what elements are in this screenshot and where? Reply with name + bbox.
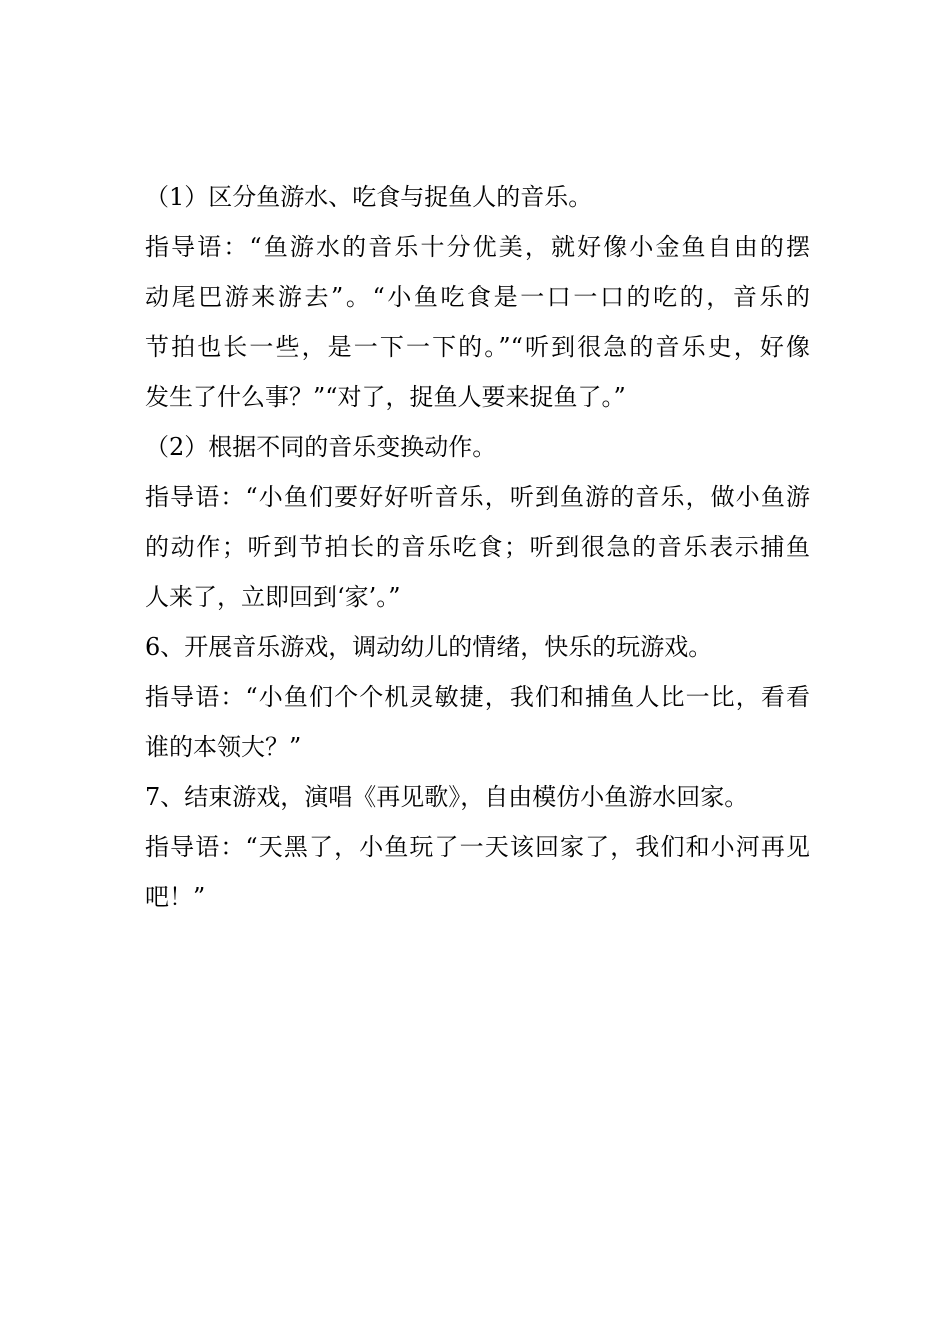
text-line: 指导语：“鱼游水的音乐十分优美，就好像小金鱼自由的摆: [145, 233, 810, 261]
text-line: 指导语：“小鱼们个个机灵敏捷，我们和捕鱼人比一比，看看: [145, 683, 810, 711]
text-line: 谁的本领大？”: [145, 733, 302, 761]
guidance-paragraph: [145, 822, 810, 922]
text-line: 人来了，立即回到‘家’。”: [145, 583, 401, 611]
section-heading-change-actions: [145, 422, 810, 472]
text-line: （2）根据不同的音乐变换动作。: [145, 433, 497, 461]
text-line: 发生了什么事？”“对了，捉鱼人要来捉鱼了。”: [145, 383, 626, 411]
text-line: （1）区分鱼游水、吃食与捉鱼人的音乐。: [145, 183, 593, 211]
text-line: 吧！”: [145, 883, 206, 911]
text-line: 指导语：“小鱼们要好好听音乐，听到鱼游的音乐，做小鱼游: [145, 483, 810, 511]
section-heading-distinguish-music: [145, 172, 810, 222]
guidance-paragraph: [145, 222, 810, 422]
text-line: 7、结束游戏，演唱《再见歌》，自由模仿小鱼游水回家。: [145, 783, 749, 811]
text-line: 指导语：“天黑了，小鱼玩了一天该回家了，我们和小河再见: [145, 833, 810, 861]
step-7-heading: [145, 772, 810, 822]
text-line: 节拍也长一些，是一下一下的。”“听到很急的音乐史，好像: [145, 333, 810, 361]
document-body: [145, 172, 810, 922]
text-line: 6、开展音乐游戏，调动幼儿的情绪，快乐的玩游戏。: [145, 633, 713, 661]
guidance-paragraph: [145, 472, 810, 622]
guidance-paragraph: [145, 672, 810, 772]
step-6-heading: [145, 622, 810, 672]
text-line: 动尾巴游来游去”。“小鱼吃食是一口一口的吃的，音乐的: [145, 283, 810, 311]
text-line: 的动作；听到节拍长的音乐吃食；听到很急的音乐表示捕鱼: [145, 533, 810, 561]
